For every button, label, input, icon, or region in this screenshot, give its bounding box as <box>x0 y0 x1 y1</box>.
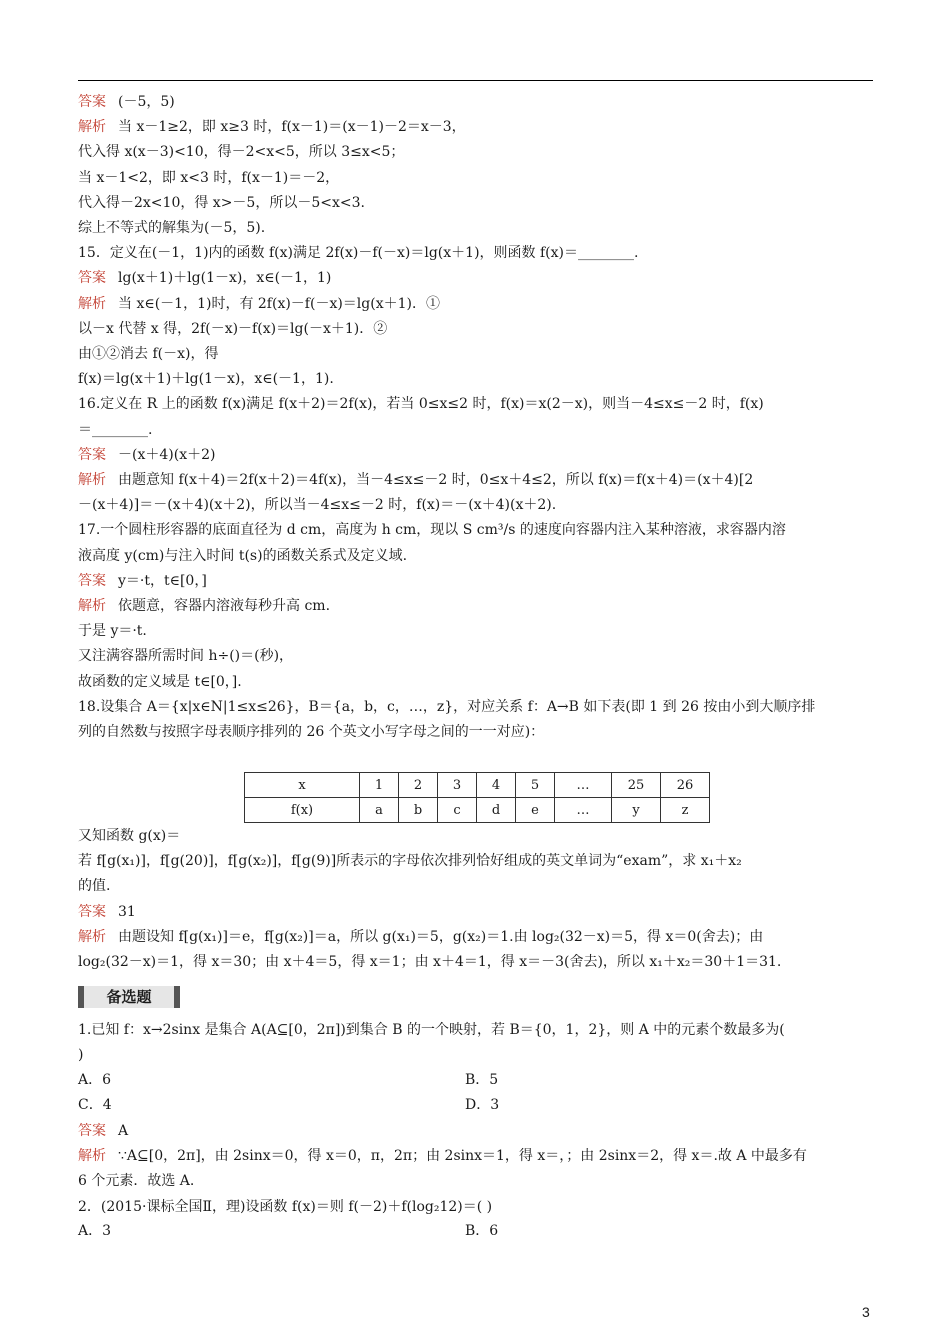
line-text: 由①②消去 f(－x)，得 <box>78 346 219 362</box>
line-text: 16.定义在 R 上的函数 f(x)满足 f(x＋2)＝2f(x)，若当 0≤x≤2 时，f(x)＝x(2－x)，则当－4≤x≤－2 时，f(x) <box>78 396 764 413</box>
choice-option: B．6 <box>465 1223 499 1239</box>
table-cell: x <box>245 773 360 798</box>
answer-label: 解析 <box>78 928 106 945</box>
answer-label: 答案 <box>78 1123 106 1139</box>
text-line <box>78 345 218 363</box>
line-text: A <box>118 1123 129 1139</box>
choice-option: A．6 <box>78 1072 112 1088</box>
line-text: 由题设知 f[g(x₁)]＝e，f[g(x₂)]＝a，所以 g(x₁)＝5，g(x₂)＝1.由 log₂(32－x)＝5，得 x＝0(舍去)；由 <box>118 928 764 945</box>
line-text: 故函数的定义域是 t∈[0，]. <box>78 673 242 690</box>
line-text: 31 <box>118 903 136 920</box>
line-text: 若 f[g(x₁)]，f[g(20)]，f[g(x₂)]，f[g(9)]所表示的字母依次排列恰好组成的英文单词为“exam”，求 x₁＋x₂ <box>78 853 742 870</box>
text-line <box>78 194 365 212</box>
mapping-table <box>244 772 710 823</box>
text-line <box>78 1147 807 1165</box>
text-line <box>78 219 265 237</box>
text-line <box>78 244 638 262</box>
line-text: y＝·t，t∈[0，] <box>118 572 207 589</box>
text-line <box>78 269 331 287</box>
table-cell: 1 <box>360 773 399 798</box>
line-text: 15．定义在(－1，1)内的函数 f(x)满足 2f(x)－f(－x)＝lg(x＋1)，则函数 f(x)＝________. <box>78 245 639 262</box>
choice-option: C．4 <box>78 1097 112 1113</box>
top-rule <box>78 80 873 81</box>
text-line <box>78 1172 194 1190</box>
text-line <box>78 143 404 161</box>
line-text: －(x＋4)]＝－(x＋4)(x＋2)，所以当－4≤x≤－2 时，f(x)＝－(x＋4)(x＋2). <box>78 497 557 514</box>
table-cell: 3 <box>438 773 477 798</box>
text-line <box>78 1198 492 1216</box>
answer-label: 答案 <box>78 446 106 463</box>
line-text: 17.一个圆柱形容器的底面直径为 d cm，高度为 h cm，现以 S cm³/s 的速度向容器内注入某种溶液，求容器内溶 <box>78 522 786 539</box>
page-number: 3 <box>862 1304 870 1320</box>
answer-label: 答案 <box>78 572 106 589</box>
line-text: f(x)＝lg(x＋1)＋lg(1－x)，x∈(－1，1). <box>78 371 334 388</box>
answer-label: 解析 <box>78 1148 106 1165</box>
line-text: 当 x∈(－1，1)时，有 2f(x)－f(－x)＝lg(x＋1)．① <box>118 295 440 312</box>
answer-label: 答案 <box>78 94 106 110</box>
table-cell: e <box>516 798 555 823</box>
text-line <box>78 446 215 464</box>
text-line <box>78 572 207 590</box>
line-text: 依题意，容器内溶液每秒升高 cm. <box>118 598 331 614</box>
line-text: －(x＋4)(x＋2) <box>118 446 216 463</box>
answer-label: 解析 <box>78 472 106 488</box>
table-row <box>245 798 710 823</box>
text-line <box>78 723 544 741</box>
line-text: 液高度 y(cm)与注入时间 t(s)的函数关系式及定义域. <box>78 547 408 564</box>
choice-option: D．3 <box>465 1097 500 1113</box>
line-text: ∵A⊆[0，2π]，由 2sinx＝0，得 x＝0，π，2π；由 2sinx＝1，得 x＝，；由 2sinx＝2，得 x＝.故 A 中最多有 <box>118 1148 807 1165</box>
text-line <box>78 496 556 514</box>
text-line <box>78 953 781 971</box>
text-line <box>78 852 742 870</box>
line-text: 又注满容器所需时间 h÷()＝(秒)， <box>78 648 294 665</box>
line-text: ) <box>78 1047 84 1064</box>
text-line <box>78 827 180 845</box>
line-text: 6 个元素．故选 A. <box>78 1173 195 1190</box>
answer-label: 解析 <box>78 295 106 312</box>
table-cell: d <box>477 798 516 823</box>
line-text: 1.已知 f：x→2sinx 是集合 A(A⊆[0，2π])到集合 B 的一个映射，若 B＝{0，1，2}，则 A 中的元素个数最多为( <box>78 1022 785 1038</box>
table-cell: 25 <box>612 773 661 798</box>
table-cell: f(x) <box>245 798 360 823</box>
line-text: 18.设集合 A＝{x|x∈N|1≤x≤26}，B＝{a，b，c，…，z}，对应关系 f：A→B 如下表(即 1 到 26 按由小到大顺序排 <box>78 698 816 715</box>
text-line <box>78 1021 785 1039</box>
table-cell: z <box>661 798 710 823</box>
table-row <box>245 773 710 798</box>
line-text: 以－x 代替 x 得，2f(－x)－f(x)＝lg(－x＋1)．② <box>78 320 388 337</box>
text-line <box>78 1122 128 1140</box>
text-line <box>78 928 763 946</box>
answer-label: 解析 <box>78 598 106 614</box>
text-line <box>78 320 387 338</box>
text-line <box>78 421 152 439</box>
table-cell: … <box>555 798 612 823</box>
text-line <box>78 169 339 187</box>
line-text: 列的自然数与按照字母表顺序排列的 26 个英文小写字母之间的一一对应)： <box>78 724 545 740</box>
text-line <box>78 295 440 313</box>
text-line <box>78 903 136 921</box>
table-cell: y <box>612 798 661 823</box>
table-cell: 26 <box>661 773 710 798</box>
answer-label: 答案 <box>78 903 106 920</box>
text-line <box>78 673 242 691</box>
answer-label: 解析 <box>78 119 106 136</box>
line-text: 由题意知 f(x＋4)＝2f(x＋2)＝4f(x)，当－4≤x≤－2 时，0≤x＋4≤2，所以 f(x)＝f(x＋4)＝(x＋4)[2 <box>118 472 754 488</box>
text-line <box>78 93 175 111</box>
line-text: log₂(32－x)＝1，得 x＝30；由 x＋4＝5，得 x＝1；由 x＋4＝1，得 x＝－3(舍去)，所以 x₁＋x₂＝30＋1＝31. <box>78 954 782 970</box>
text-line <box>78 521 786 539</box>
text-line <box>78 622 147 640</box>
table-cell: 2 <box>399 773 438 798</box>
text-line <box>78 877 110 895</box>
line-text: 综上不等式的解集为(－5，5). <box>78 220 266 236</box>
line-text: 2．(2015·课标全国Ⅱ，理)设函数 f(x)＝则 f(－2)＋f(log₂12)＝( ) <box>78 1198 493 1215</box>
text-line <box>78 395 764 413</box>
text-line <box>78 647 293 665</box>
table-cell: c <box>438 798 477 823</box>
text-line <box>78 471 753 489</box>
table-cell: a <box>360 798 399 823</box>
choice-option: B．5 <box>465 1072 499 1088</box>
line-text: (－5，5) <box>118 94 175 110</box>
line-text: 又知函数 g(x)＝ <box>78 828 181 844</box>
line-text: 的值. <box>78 878 111 895</box>
table-cell: 5 <box>516 773 555 798</box>
choice-option: A．3 <box>78 1223 112 1239</box>
line-text: 当 x－1≥2，即 x≥3 时，f(x－1)＝(x－1)－2＝x－3， <box>118 119 466 136</box>
text-line <box>78 118 466 136</box>
table-cell: b <box>399 798 438 823</box>
line-text: 代入得－2x<10，得 x>－5，所以－5<x<3. <box>78 194 365 211</box>
table-cell: 4 <box>477 773 516 798</box>
line-text: ＝________. <box>78 421 153 438</box>
table-cell: … <box>555 773 612 798</box>
line-text: 当 x－1<2，即 x<3 时，f(x－1)＝－2， <box>78 169 340 186</box>
line-text: 代入得 x(x－3)<10，得－2<x<5，所以 3≤x<5； <box>78 144 405 161</box>
text-line <box>78 547 407 565</box>
answer-label: 答案 <box>78 270 106 287</box>
section-heading: 备选题 <box>78 986 180 1008</box>
text-line <box>78 1046 83 1064</box>
line-text: lg(x＋1)＋lg(1－x)，x∈(－1，1) <box>118 270 332 287</box>
line-text: 于是 y＝·t. <box>78 623 147 640</box>
text-line <box>78 370 334 388</box>
text-line <box>78 597 330 615</box>
text-line <box>78 698 815 716</box>
